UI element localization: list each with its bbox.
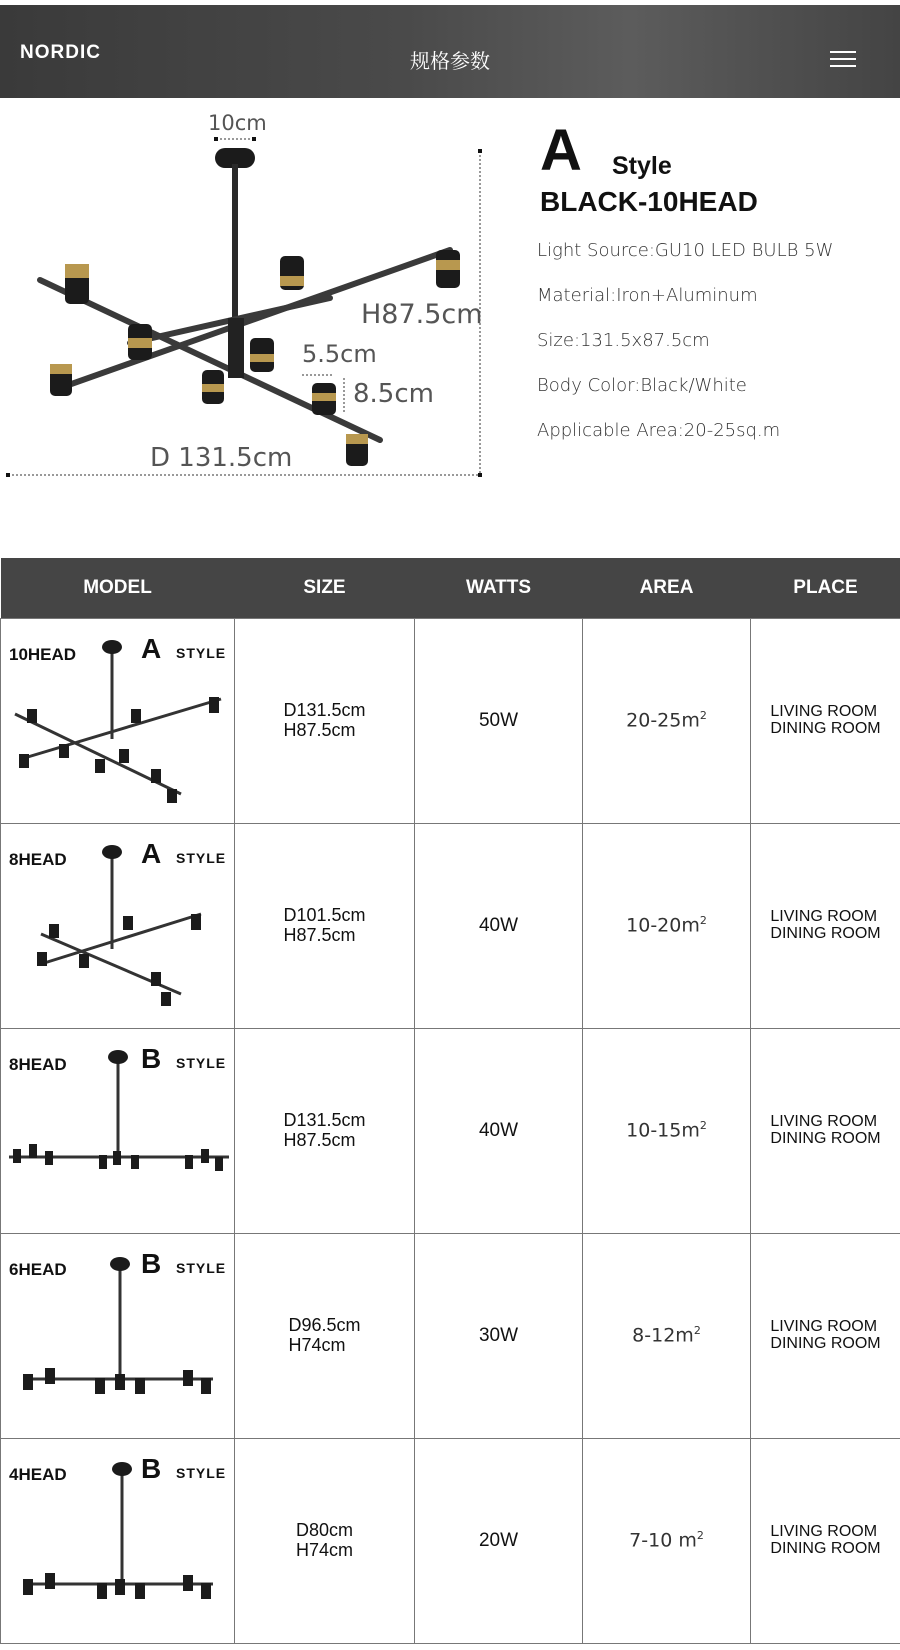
dim-shade-height: 8.5cm xyxy=(353,379,434,409)
place-cell: LIVING ROOM DINING ROOM xyxy=(751,823,900,1028)
spec-applicable-area: Applicable Area:20-25sq.m xyxy=(537,420,781,441)
spec-material: Material:Iron+Aluminum xyxy=(537,285,758,306)
model-cell xyxy=(1,618,235,823)
model-style-letter: A xyxy=(141,632,162,664)
watts-cell: 30W xyxy=(415,1233,583,1438)
col-area: AREA xyxy=(583,558,751,618)
watts-cell: 20W xyxy=(415,1438,583,1643)
place-cell: LIVING ROOM DINING ROOM xyxy=(751,618,900,823)
top-header xyxy=(0,5,900,98)
size-cell: D131.5cm H87.5cm xyxy=(235,1028,415,1233)
model-cell xyxy=(1,1438,235,1643)
table-header-row xyxy=(1,558,900,618)
model-style-label: STYLE xyxy=(176,1259,227,1276)
model-style-label: STYLE xyxy=(176,644,227,661)
place-cell: LIVING ROOM DINING ROOM xyxy=(751,1028,900,1233)
model-style-letter: A xyxy=(141,837,162,869)
model-head: 4HEAD xyxy=(9,1464,67,1484)
table-row xyxy=(1,1028,900,1233)
size-cell: D131.5cm H87.5cm xyxy=(235,618,415,823)
dim-canopy: 10cm xyxy=(208,111,267,135)
table-row xyxy=(1,618,900,823)
spec-list xyxy=(537,240,833,465)
dim-height: H87.5cm xyxy=(361,299,483,330)
model-name: BLACK-10HEAD xyxy=(540,186,758,217)
area-cell: $10-20m^2$ xyxy=(583,823,751,1028)
area-cell: $20-25m^2$ xyxy=(583,618,751,823)
hamburger-menu-icon[interactable] xyxy=(830,51,856,71)
model-head: 10HEAD xyxy=(9,644,77,664)
col-size: SIZE xyxy=(235,558,415,618)
table-row xyxy=(1,823,900,1028)
chandelier-dimension-diagram xyxy=(0,98,500,538)
area-cell: $10-15m^2$ xyxy=(583,1028,751,1233)
area-cell: $8-12m^2$ xyxy=(583,1233,751,1438)
spec-body-color: Body Color:Black/White xyxy=(537,375,747,396)
model-style-label: STYLE xyxy=(176,849,227,866)
model-style-letter: B xyxy=(141,1042,162,1074)
watts-cell: 40W xyxy=(415,823,583,1028)
watts-cell: 50W xyxy=(415,618,583,823)
model-head: 8HEAD xyxy=(9,1054,67,1074)
dim-shade-width: 5.5cm xyxy=(302,340,377,368)
model-style-label: STYLE xyxy=(176,1054,227,1071)
table-row xyxy=(1,1438,900,1643)
model-style-letter: B xyxy=(141,1452,162,1484)
size-cell: D80cm H74cm xyxy=(235,1438,415,1643)
model-style-label: STYLE xyxy=(176,1464,227,1481)
area-cell: 7-10 $m^2$ xyxy=(583,1438,751,1643)
place-cell: LIVING ROOM DINING ROOM xyxy=(751,1233,900,1438)
col-watts: WATTS xyxy=(415,558,583,618)
lamp-heads xyxy=(50,250,460,466)
model-style-letter: B xyxy=(141,1247,162,1279)
dim-diameter: D 131.5cm xyxy=(150,443,293,473)
watts-cell: 40W xyxy=(415,1028,583,1233)
col-model: MODEL xyxy=(1,558,235,618)
brand-logo[interactable]: NORDIC xyxy=(20,42,101,63)
place-cell: LIVING ROOM DINING ROOM xyxy=(751,1438,900,1643)
model-head: 8HEAD xyxy=(9,849,67,869)
col-place: PLACE xyxy=(751,558,900,618)
spec-size: Size:131.5x87.5cm xyxy=(537,330,710,351)
model-cell xyxy=(1,823,235,1028)
style-letter: A xyxy=(540,118,582,183)
page-title: 规格参数 xyxy=(410,49,490,73)
size-cell: D96.5cm H74cm xyxy=(235,1233,415,1438)
spec-light-source: Light Source:GU10 LED BULB 5W xyxy=(537,240,834,261)
model-cell xyxy=(1,1028,235,1233)
size-cell: D101.5cm H87.5cm xyxy=(235,823,415,1028)
spec-table xyxy=(0,558,900,1644)
model-head: 6HEAD xyxy=(9,1259,67,1279)
model-cell xyxy=(1,1233,235,1438)
style-word: Style xyxy=(612,152,672,180)
table-row xyxy=(1,1233,900,1438)
